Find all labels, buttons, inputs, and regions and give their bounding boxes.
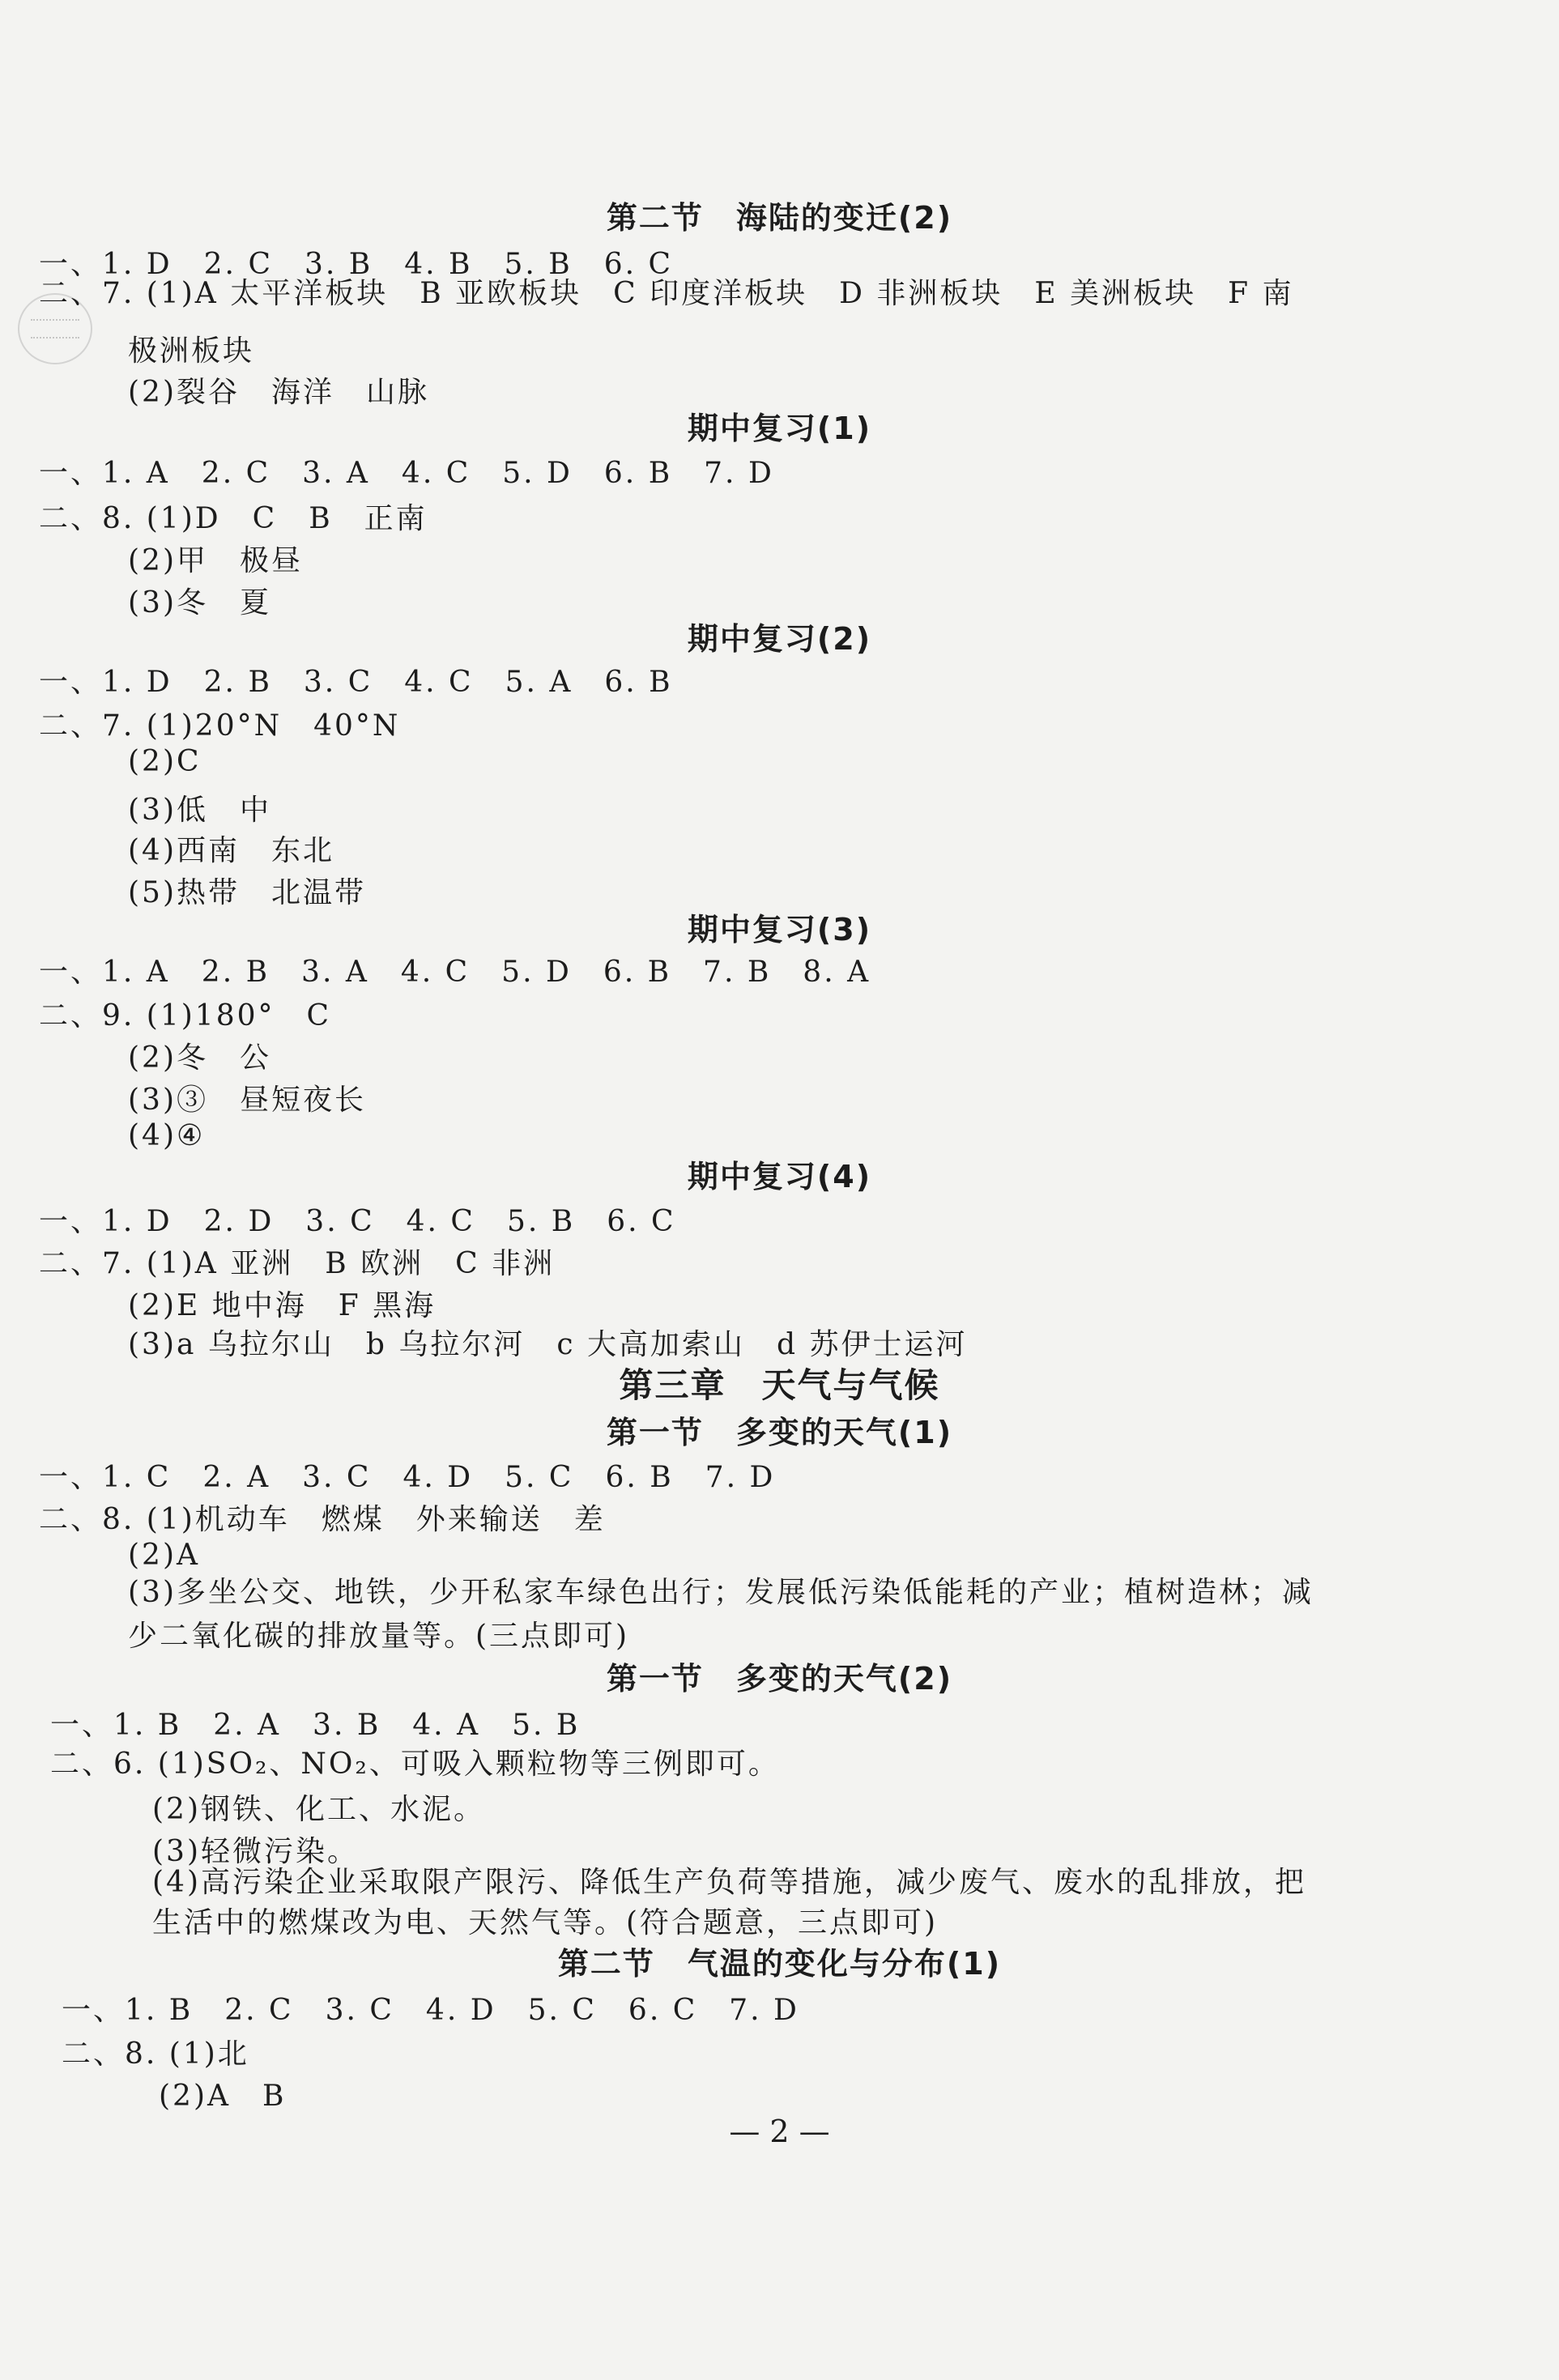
answer-line: 一、1. D 2. D 3. C 4. C 5. B 6. C — [39, 1205, 676, 1238]
answer-line: 极洲板块 — [128, 334, 255, 368]
answer-line: (5)热带 北温带 — [128, 876, 366, 909]
answer-line: 生活中的燃煤改为电、天然气等。(符合题意，三点即可) — [152, 1906, 939, 1939]
section-heading: 第一节 多变的天气(2) — [606, 1661, 953, 1697]
answer-line: 二、9. (1)180° C — [39, 999, 332, 1032]
answer-line: (3)③ 昼短夜长 — [128, 1084, 366, 1117]
answer-line: 一、1. D 2. B 3. C 4. C 5. A 6. B — [39, 666, 673, 699]
answer-line: (2)钢铁、化工、水泥。 — [152, 1793, 485, 1826]
answer-line: (2)E 地中海 F 黑海 — [128, 1289, 437, 1322]
section-heading: 第二节 海陆的变迁(2) — [606, 200, 953, 236]
answer-line: (2)甲 极昼 — [128, 544, 303, 577]
answer-line: 一、1. B 2. A 3. B 4. A 5. B — [50, 1709, 581, 1742]
answer-line: (2)C — [128, 745, 202, 778]
answer-line: 二、6. (1)SO₂、NO₂、可吸入颗粒物等三例即可。 — [50, 1748, 780, 1781]
answer-line: (3)a 乌拉尔山 b 乌拉尔河 c 大高加索山 d 苏伊士运河 — [128, 1328, 968, 1361]
section-heading: 期中复习(4) — [687, 1159, 872, 1194]
answer-line: (2)A — [128, 1539, 200, 1572]
section-heading: 第一节 多变的天气(1) — [606, 1415, 953, 1450]
answer-line: 少二氧化碳的排放量等。(三点即可) — [128, 1620, 630, 1653]
answer-line: 一、1. C 2. A 3. C 4. D 5. C 6. B 7. D — [39, 1461, 776, 1494]
page-number: — 2 — — [729, 2114, 830, 2149]
section-heading: 期中复习(1) — [687, 411, 872, 446]
answer-line: 一、1. D 2. C 3. B 4. B 5. B 6. C — [39, 248, 674, 281]
answer-line: 二、8. (1)D C B 正南 — [39, 502, 428, 535]
answer-line: (2)A B — [159, 2080, 287, 2113]
answer-line: 二、7. (1)20°N 40°N — [39, 709, 401, 743]
answer-line: (3)低 中 — [128, 794, 271, 827]
answer-line: 一、1. B 2. C 3. C 4. D 5. C 6. C 7. D — [62, 1994, 799, 2027]
answer-line: (3)多坐公交、地铁，少开私家车绿色出行；发展低污染低能耗的产业；植树造林；减 — [128, 1576, 1314, 1609]
answer-line: (3)冬 夏 — [128, 586, 271, 619]
answer-line: (4)④ — [128, 1119, 206, 1152]
answer-line: 一、1. A 2. C 3. A 4. C 5. D 6. B 7. D — [39, 457, 774, 490]
answer-line: 二、7. (1)A 亚洲 B 欧洲 C 非洲 — [39, 1247, 556, 1280]
answer-line: (3)轻微污染。 — [152, 1835, 359, 1868]
chapter-heading: 第三章 天气与气候 — [619, 1365, 940, 1405]
section-heading: 期中复习(2) — [687, 621, 872, 657]
answer-line: 二、8. (1)北 — [62, 2037, 249, 2071]
answer-line: (2)冬 公 — [128, 1041, 271, 1075]
answer-line: 二、7. (1)A 太平洋板块 B 亚欧板块 C 印度洋板块 D 非洲板块 E 美洲板块 F 南 — [39, 277, 1294, 310]
section-heading: 第二节 气温的变化与分布(1) — [557, 1946, 1002, 1982]
answer-line: 一、1. A 2. B 3. A 4. C 5. D 6. B 7. B 8. A — [39, 956, 871, 989]
section-heading: 期中复习(3) — [687, 912, 872, 947]
answer-line: (2)裂谷 海洋 山脉 — [128, 376, 429, 409]
answer-line: (4)西南 东北 — [128, 834, 334, 867]
answer-line: (4)高污染企业采取限产限污、降低生产负荷等措施，减少废气、废水的乱排放，把 — [152, 1866, 1306, 1899]
answer-line: 二、8. (1)机动车 燃煤 外来输送 差 — [39, 1503, 606, 1536]
